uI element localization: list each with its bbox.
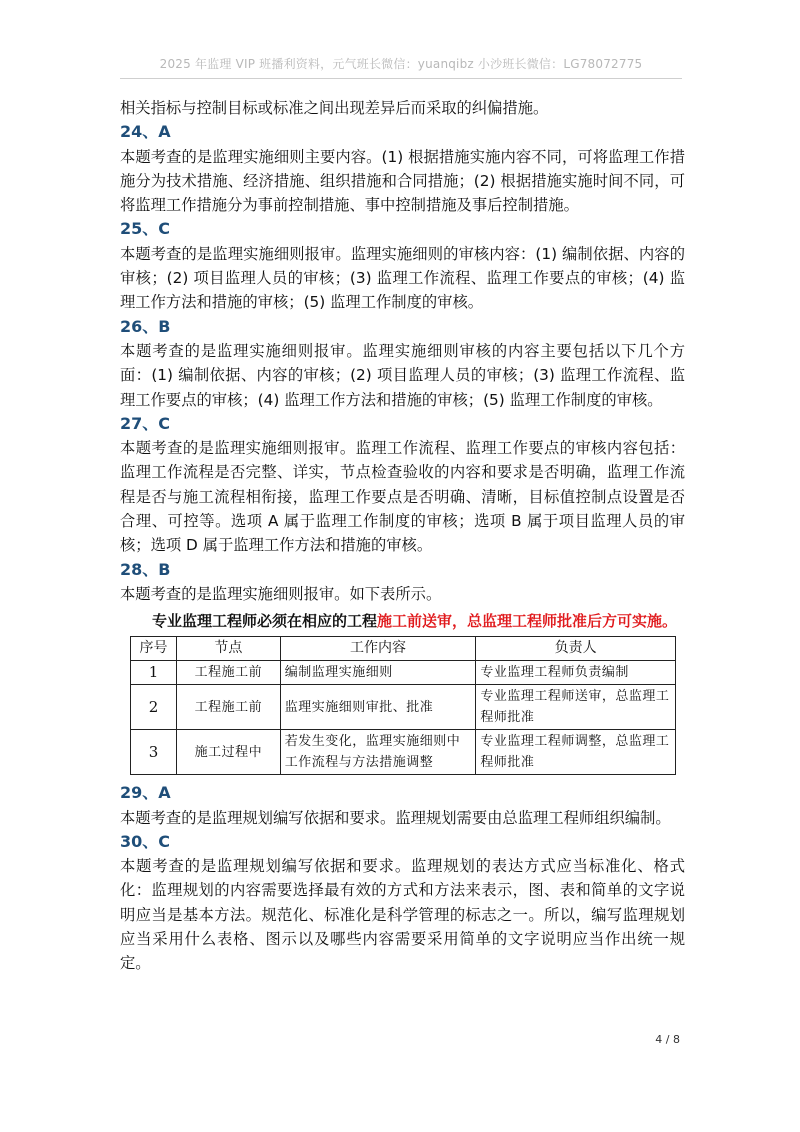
answer-28: 28、B bbox=[120, 559, 171, 579]
table-caption-note bbox=[130, 610, 685, 632]
table-cell: 专业监理工程师送审，总监理工程师批准 bbox=[476, 685, 676, 730]
explanation-25: 本题考查的是监理实施细则报审。监理实施细则的审核内容：(1) 编制依据、内容的审核；(2) 项目监理人员的审核；(3) 监理工作流程、监理工作要点的审核；(4) 监理工作方法和措施的审核；(5) 监理工作制度的审核。 bbox=[120, 244, 685, 312]
explanation-27: 本题考查的是监理实施细则报审。监理工作流程、监理工作要点的审核内容包括：监理工作流程是否完整、详实，节点检查验收的内容和要求是否明确，监理工作流程是否与施工流程相衔接，监理工作要点是否明确、清晰，目标值控制点设置是否合理、可控等。选项 A 属于监理工作制度的审核；选项 B 属于项目监理人员的审核；选项 D 属于监理工作方法和措施的审核。 bbox=[120, 439, 685, 555]
table-row bbox=[131, 685, 676, 730]
explanation-29: 本题考查的是监理规划编写依据和要求。监理规划需要由总监理工程师组织编制。 bbox=[120, 808, 671, 827]
note-black-text: 专业监理工程师必须在相应的工程 bbox=[152, 612, 378, 631]
table-header-cell: 序号 bbox=[131, 637, 177, 661]
answer-26: 26、B bbox=[120, 316, 171, 336]
intro-paragraph: 相关指标与控制目标或标准之间出现差异后而采取的纠偏措施。 bbox=[120, 99, 549, 117]
answer-27: 27、C bbox=[120, 413, 171, 433]
table-row bbox=[131, 661, 676, 685]
table-header-cell: 负责人 bbox=[476, 637, 676, 661]
table-header-cell: 节点 bbox=[176, 637, 280, 661]
table-cell: 监理实施细则审批、批准 bbox=[280, 685, 476, 730]
table-cell: 3 bbox=[131, 730, 177, 775]
table-cell: 2 bbox=[131, 685, 177, 730]
table-cell: 工程施工前 bbox=[176, 685, 280, 730]
answer-24: 24、A bbox=[120, 122, 171, 142]
table-cell: 若发生变化，监理实施细则中工作流程与方法措施调整 bbox=[280, 730, 476, 775]
table-row bbox=[131, 730, 676, 775]
answer-25: 25、C bbox=[120, 219, 171, 239]
explanation-24: 本题考查的是监理实施细则主要内容。(1) 根据措施实施内容不同，可将监理工作措施分为技术措施、经济措施、组织措施和合同措施；(2) 根据措施实施时间不同，可将监理工作措施分为事前控制措施、事中控制措施及事后控制措施。 bbox=[120, 147, 685, 215]
procedure-table bbox=[130, 636, 676, 775]
table-cell: 施工过程中 bbox=[176, 730, 280, 775]
answer-30: 30、C bbox=[120, 831, 171, 851]
table-header-row bbox=[131, 637, 676, 661]
table-header-cell: 工作内容 bbox=[280, 637, 476, 661]
explanation-30: 本题考查的是监理规划编写依据和要求。监理规划的表达方式应当标准化、格式化：监理规划的内容需要选择最有效的方式和方法来表示，图、表和简单的文字说明应当是基本方法。规范化、标准化是科学管理的标志之一。所以，编写监理规划应当采用什么表格、图示以及哪些内容需要采用简单的文字说明应当作出统一规定。 bbox=[120, 857, 685, 973]
note-red-text: 施工前送审，总监理工程师批准后方可实施。 bbox=[377, 612, 678, 631]
table-cell: 专业监理工程师调整，总监理工程师批准 bbox=[476, 730, 676, 775]
table-cell: 编制监理实施细则 bbox=[280, 661, 476, 685]
explanation-26: 本题考查的是监理实施细则报审。监理实施细则审核的内容主要包括以下几个方面：(1) 编制依据、内容的审核；(2) 项目监理人员的审核；(3) 监理工作流程、监理工作要点的审核；(4) 监理工作方法和措施的审核；(5) 监理工作制度的审核。 bbox=[120, 341, 685, 409]
table-cell: 1 bbox=[131, 661, 177, 685]
answer-29: 29、A bbox=[120, 783, 171, 803]
table-cell: 工程施工前 bbox=[176, 661, 280, 685]
table-cell: 专业监理工程师负责编制 bbox=[476, 661, 676, 685]
page-content bbox=[120, 96, 685, 976]
header-divider bbox=[120, 78, 682, 79]
page-number: 4 / 8 bbox=[655, 1033, 680, 1046]
page-header-watermark: 2025 年监理 VIP 班播利资料，元气班长微信：yuanqibz 小沙班长微信：LG78072775 bbox=[159, 57, 643, 71]
explanation-28: 本题考查的是监理实施细则报审。如下表所示。 bbox=[120, 584, 442, 603]
